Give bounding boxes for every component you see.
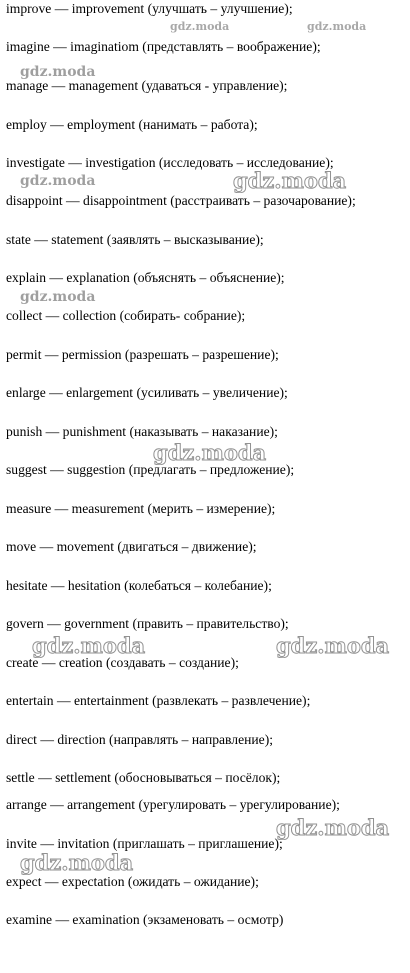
word-pair-line: examine — examination (экзаменовать – осмотр) — [6, 912, 284, 927]
word-pair-line: collect — collection (собирать- собрание); — [6, 308, 246, 323]
word-pair-line: hesitate — hesitation (колебаться – колебание); — [6, 578, 272, 593]
word-pair-line: expect — expectation (ожидать – ожидание); — [6, 874, 259, 889]
word-pair-line: imagine — imaginatiom (представлять – воображение); — [6, 39, 321, 54]
word-pair-line: settle — settlement (обосновываться – посёлок); — [6, 770, 281, 785]
word-pair-line: permit — permission (разрешать – разрешение); — [6, 347, 279, 362]
watermark: gdz.moda — [153, 440, 267, 465]
word-pair-line: move — movement (двигаться – движение); — [6, 539, 257, 554]
word-pair-line: suggest — suggestion (предлагать – предложение); — [6, 462, 295, 477]
watermark: gdz.moda — [276, 815, 390, 840]
word-pair-line: investigate — investigation (исследовать – исследование); — [6, 155, 334, 170]
word-pair-line: entertain — entertainment (развлекать – развлечение); — [6, 693, 311, 708]
word-pair-line: arrange — arrangement (урегулировать – урегулирование); — [6, 797, 340, 812]
word-pair-line: manage — management (удаваться - управление); — [6, 78, 288, 93]
word-pair-line: direct — direction (направлять – направление); — [6, 732, 273, 747]
watermark: gdz.moda — [233, 168, 347, 193]
word-pair-line: explain — explanation (объяснять – объяснение); — [6, 270, 285, 285]
watermark: gdz.moda — [20, 850, 134, 875]
word-pair-line: disappoint — disappointment (расстраивать – разочарование); — [6, 193, 356, 208]
word-pair-line: govern — government (править – правительство); — [6, 616, 289, 631]
word-pair-line: punish — punishment (наказывать – наказание); — [6, 424, 278, 439]
watermark: gdz.moda — [307, 20, 367, 33]
word-pair-line: improve — improvement (улучшать – улучшение); — [6, 1, 293, 16]
word-pair-line: measure — measurement (мерить – измерение); — [6, 501, 276, 516]
watermark: gdz.moda — [276, 633, 390, 658]
word-pair-line: create — creation (создавать – создание); — [6, 655, 239, 670]
watermark: gdz.moda — [20, 289, 96, 305]
word-pair-line: state — statement (заявлять – высказывание); — [6, 232, 264, 247]
watermark: gdz.moda — [32, 633, 146, 658]
watermark: gdz.moda — [170, 20, 230, 33]
watermark: gdz.moda — [20, 64, 96, 80]
word-pair-line: invite — invitation (приглашать – приглашение); — [6, 836, 283, 851]
word-pair-line: enlarge — enlargement (усиливать – увеличение); — [6, 385, 288, 400]
watermark: gdz.moda — [20, 173, 96, 189]
word-pair-line: employ — employment (нанимать – работа); — [6, 117, 258, 132]
